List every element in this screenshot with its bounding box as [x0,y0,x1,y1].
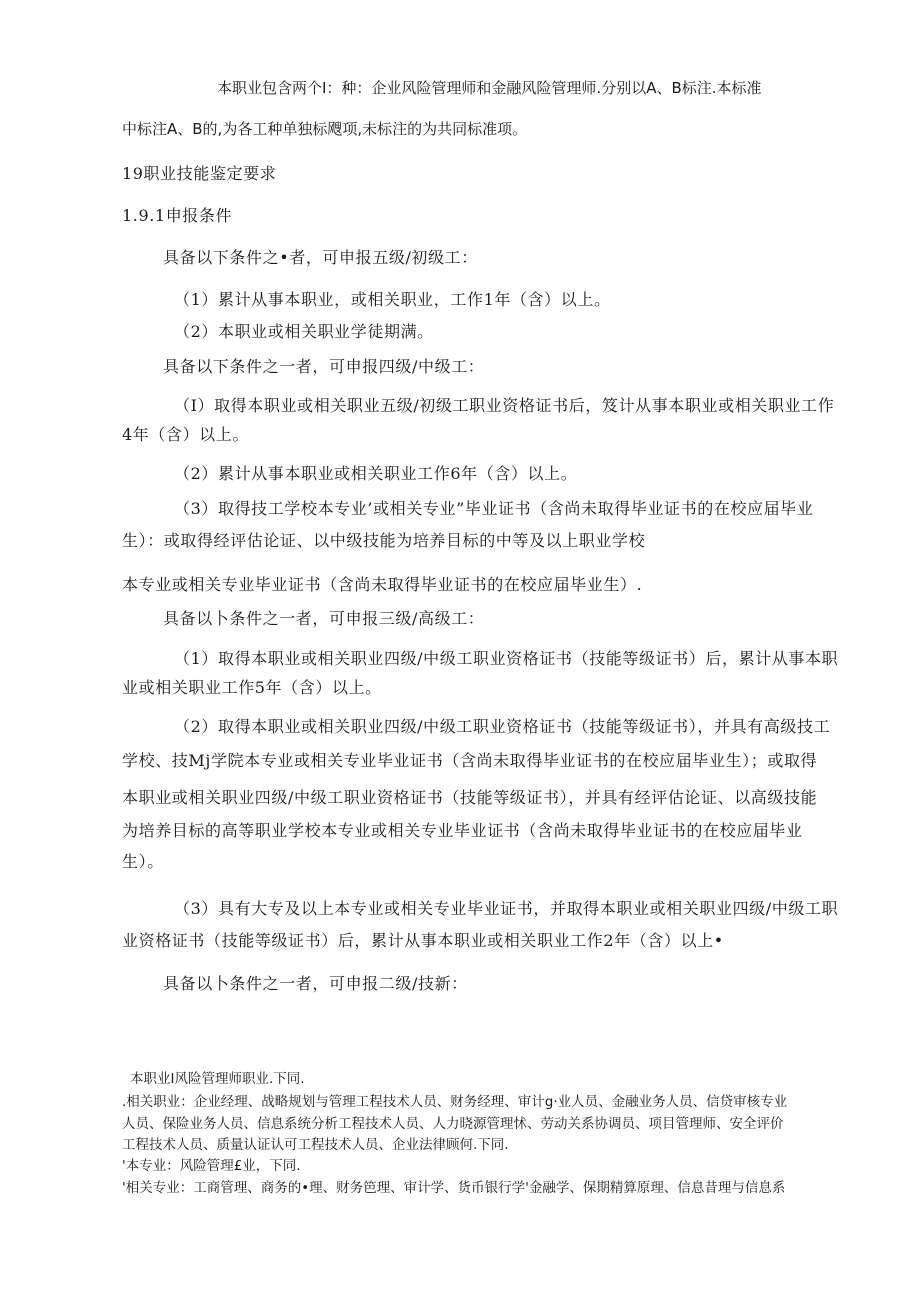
subsection-heading: 1.9.1申报条件 [122,206,233,225]
level4-item1-line1: （I）取得本职业或相关职业五级/初级工职业资格证书后，笈计从事本职业或相关职业工作 [174,396,835,415]
level4-item2: （2）累计从事本职业或相关职业工作6年（含）以上。 [174,464,578,483]
intro-line-2: 中标注A、B的,为各工种单独标飕项,未标注的为共同标准项。 [122,120,528,138]
section-heading: 19职业技能鉴定要求 [122,164,277,183]
level5-lead: 具备以下条件之•者，可申报五级/初级工： [163,248,478,267]
level2-lead: 具备以卜条件之一者，可申报二级/技新： [163,974,468,993]
footnote-1: 本职业I风险管理师职业.下同. [130,1071,305,1087]
level5-item-2: （2）本职业或相关职业学徒期满。 [174,322,434,341]
footnote-2-line2: 人员、保险业务人员、信息系统分析工程技术人员、人力晓源管理怵、劳动关系协调员、项目管理师、安全评价 [122,1116,784,1132]
intro-line-1: 本职业包含两个I：种：企业风险管理师和金融风险管理师.分别以A、B标注.本标准 [217,79,762,97]
level5-item-1: （1）累计从事本职业，或相关职业，工作1年（含）以上。 [174,290,611,309]
level3-item2-line1: （2）取得本职业或相关职业四级/中级工职业资格证书（技能等级证书），并具有高级技工 [174,717,831,736]
footnote-4: '相关专业：工商管理、商务的•理、财务笆理、审计学、货币银行学'金融学、保期精算原理、信息昔理与信息系 [122,1180,786,1196]
level3-item2-line4: 为培养目标的高等职业学校本专业或相关专业毕业证书（含尚未取得毕业证书的在校应届毕业 [122,821,803,840]
level3-item2-line3: 本职业或相关职业四级/中级工职业资格证书（技能等级证书），并具有经评估论证、以高级技能 [122,788,818,807]
level4-item1-line2: 4年（含）以上。 [122,425,249,444]
level4-item3-line1: （3）取得技工学校本专业’或相关专业”毕业证书（含尚未取得毕业证书的在校应届毕业 [174,499,814,518]
footnote-2-line3: 工程技术人员、质量认证认可工程技术人员、企业法律顾何.下同. [122,1137,509,1153]
level3-item2-line2: 学校、技Mj学院本专业或相关专业毕业证书（含尚未取得毕业证书的在校应届毕业生）；或取得 [122,751,818,770]
level3-item2-line5: 生）。 [122,852,164,871]
level3-item3-line1: （3）具有大专及以上本专业或相关专业毕业证书，并取得本职业或相关职业四级/中级工职 [174,899,839,918]
level3-item1-line1: （1）取得本职业或相关职业四级/中级工职业资格证书（技能等级证书）后，累计从事本职 [174,649,839,668]
level4-item3-line3: 本专业或相关专业毕业证书（含尚未取得毕业证书的在校应届毕业生）. [122,575,643,594]
level3-item1-line2: 业或相关职业工作5年（含）以上。 [122,678,382,697]
footnote-3: '本专业：风险管理£业，下同. [122,1158,301,1174]
level3-item3-line2: 业资格证书（技能等级证书）后，累计从事本职业或相关职业工作2年（含）以上• [122,931,724,950]
level4-item3-line2: 生）：或取得经评估论证、以中级技能为培养目标的中等及以上职业学校 [122,531,646,550]
level3-lead: 具备以卜条件之一者，可申报三级/高级工： [163,609,485,628]
footnote-2-line1: .相关职业：企业经理、战略规划与管理工程技术人员、财务经理、审计g·业人员、金融业务人员、信贷审核专业 [122,1094,788,1110]
level4-lead: 具备以下条件之一者，可申报四级/中级工： [163,357,485,376]
